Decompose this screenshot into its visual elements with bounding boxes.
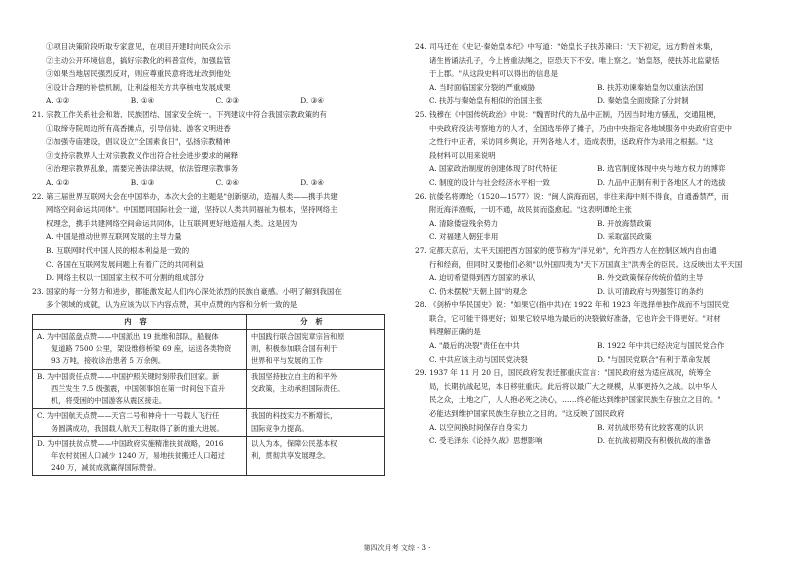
q28-stem: 28. 《剑桥中华民国史》说："如果它(指中共)在 1922 年和 1923 年选择单独作战而不与国民党: [415, 300, 730, 310]
q27-option-d: D. 认可清政府与列强签订的条约: [597, 286, 704, 296]
question-21: [32, 108, 385, 190]
q24-stem: 于上郡。"从这段史料可以得出的信息是: [429, 69, 559, 79]
q21-option-d: D. ③④: [300, 177, 324, 187]
q26-option-b: B. 开放海禁政策: [597, 218, 652, 228]
table-cell-analysis: [247, 369, 385, 409]
cell-line: 我国坚持独立自主的和平外: [251, 371, 338, 381]
table-cell-content: [33, 369, 247, 409]
q24-options: [415, 94, 765, 108]
q25-options: [415, 176, 765, 190]
q25-option-d: D. 九品中正制有利于各地区人才的选拔: [597, 177, 726, 187]
q22-stem: 网络空间命运共同体"。中国愿同国际社会一道，坚持以人类共同福祉为根本，坚持网络主: [46, 205, 338, 215]
q25-stem: 段材料可以用来说明: [429, 150, 496, 160]
q27-stem: 行和经商，但同时又要他们必须"以外国四夷为"天下万国真主"洪秀全的臣民。这反映出太平天国: [429, 259, 743, 269]
q23-stem: 多个领域的成就，认为应该为以下内容点赞，其中点赞的内容和分析一致的是: [46, 300, 298, 310]
cell-line: 利，贯彻共享发展理念。: [251, 450, 331, 460]
q21-option-c: C. ②④: [215, 177, 239, 187]
q25-stem: 之性行中正者，采访同乡舆论，开列各地人才，造成表册，送政府作为录用之根据。"这: [429, 137, 714, 147]
q24-option-c: C. 扶苏与秦始皇有相似的治国主张: [429, 96, 543, 106]
q25-stem: 中央政府没法考察地方的人才，全国选举停了摊子，乃由中央指定各地域服务中央政府官吏中: [429, 123, 733, 133]
q26-option-a: A. 清除倭寇残余势力: [429, 218, 499, 228]
q24-option-a: A. 当时面临国家分裂的严重威胁: [429, 82, 536, 92]
q21-statement: ②加强寺庙建设，倡议设立"全国素食日"，弘扬宗教精神: [46, 137, 231, 147]
q28-stem: 料理解正确的是: [429, 327, 481, 337]
q21-statement: ①取缔寺院周边所有高香摊点，引导信徒、游客文明进香: [46, 123, 231, 133]
question-26: [415, 190, 765, 244]
cell-line: 务圆满成功，我国载人航天工程取得了新的重大进展。: [51, 423, 224, 433]
cell-line: 复道路 7500 公里，架设维修桥梁 69 座，运送各类物资: [51, 344, 232, 354]
table-row: [33, 409, 385, 436]
q29-stem: 民之众，土地之广，人人抱必死之决心，……终必能达到维护国家民族生存独立之目的。": [429, 395, 721, 405]
q27-option-c: C. 仍未摆脱"天朝上国"的观念: [429, 286, 528, 296]
left-column: [32, 40, 385, 476]
q24-stem: 诸生皆诵法孔子，今上皆重法绳之，臣恐天下不安。唯上察之。'始皇怒，使扶苏北监蒙恬: [429, 55, 720, 65]
cell-line: 西兰发生 7.5 级强震，中国领事馆在第一时间包下直升: [51, 383, 226, 393]
question-23: [32, 285, 385, 477]
q24-stem: 24. 司马迁在《史记·秦始皇本纪》中写道："始皇长子扶苏谏曰：'天下初定，远方黔首未集，: [415, 42, 718, 51]
q26-option-d: D. 采取富民政策: [597, 232, 652, 242]
q29-option-b: B. 对抗战形势有比较客观的认识: [597, 422, 704, 432]
cell-line: 交政策，主动承担国际责任。: [251, 383, 345, 393]
q20-continuation: [32, 40, 385, 108]
table-row: [33, 369, 385, 409]
q25-options: [415, 162, 765, 176]
q29-options: [415, 421, 765, 435]
q26-stem: 附近海洋渔贩，一切不通，故民贫而盗愈起。"这表明谭纶主张: [429, 205, 632, 215]
q22-option-a: A. 中国是推动世界互联网发展的主导力量: [46, 232, 182, 242]
q25-stem: 25. 钱穆在《中国传统政治》中说："魏晋时代的九品中正制，乃因当时地方骚乱，交通阻梗，: [415, 109, 721, 119]
q22-option-b: B. 互联网时代中国人民的根本利益是一致的: [46, 245, 190, 255]
q26-options: [415, 217, 765, 231]
question-28: [415, 298, 765, 366]
q27-options: [415, 271, 765, 285]
q20-option-d: D. ③④: [300, 96, 324, 106]
table-cell-analysis: [247, 330, 385, 370]
q29-stem: 局，长期抗战起见，本日移驻重庆。此后将以最广大之规模，从事更持久之战。以中华人: [429, 381, 718, 391]
q28-option-d: D. "与国民党联合"有利于革命发展: [597, 354, 711, 364]
table-row: [33, 330, 385, 370]
q21-stem: 21. 宗教工作关系社会和谐、民族团结、国家安全统一。下列建议中符合我国宗教政策的有: [32, 109, 327, 119]
q22-stem: 权理念，携手共建网络空间命运共同体，让互联网更好地造福人类。这是因为: [46, 218, 298, 228]
cell-line: 国际竞争力提高。: [251, 423, 309, 433]
table-cell-content: [33, 330, 247, 370]
page-footer: 第四次月考 文综 · 3 ·: [363, 544, 431, 552]
q28-options: [415, 353, 765, 367]
cell-line: 93 万吨，接收诊治患者 5 万余例。: [51, 356, 166, 366]
q24-option-b: B. 扶苏劝谏秦始皇勿以重法治国: [597, 82, 704, 92]
cell-line: 中国践行联合国宪章宗旨和原: [251, 332, 345, 342]
q27-option-b: B. 外交政策保存传统价值的主导: [597, 273, 704, 283]
question-24: [415, 40, 765, 108]
q21-statement: ④治理宗教界乱象，需要完善法律法规，依法管理宗教事务: [46, 164, 239, 174]
table-header-analysis: 分析: [247, 314, 385, 329]
table-cell-content: [33, 409, 247, 436]
q27-options: [415, 285, 765, 299]
q26-option-c: C. 对福建人朝狂非用: [429, 232, 499, 242]
q22-option-d: D. 网络主权以一国国家主权不可分割的组成部分: [46, 273, 205, 283]
cell-line: B. 为中国责任点赞——中国护照关键时刻带我们回家。新: [37, 371, 220, 381]
q27-stem: 27. 定都天京后，太平天国把西方国家的使节称为"洋兄弟"，允许西方人在控制区域内自由通: [415, 245, 717, 255]
right-column: [415, 40, 765, 448]
question-22: [32, 190, 385, 285]
q29-option-d: D. 在抗战初期没有积极抗战的准备: [597, 436, 711, 446]
q20-statement: ①项目决策阶段听取专家意见，在项目开建时向民众公示: [46, 42, 231, 51]
q20-statement: ④设计合理的补偿机制，让利益相关方共享核电发展成果: [46, 82, 231, 92]
table-row: [33, 436, 385, 476]
cell-line: 世界和平与发展的工作: [251, 356, 323, 366]
cell-line: 则，积极参加联合国有利于: [251, 344, 338, 354]
q25-option-b: B. 选官制度体现中央与地方权力的博弈: [597, 164, 726, 174]
q21-option-b: B. ①③: [130, 177, 155, 187]
q20-option-c: C. ②③: [215, 96, 239, 106]
q21-option-a: A. ①②: [46, 177, 70, 187]
q20-options: [32, 94, 385, 108]
q26-options: [415, 230, 765, 244]
cell-line: 240 万，减贫成就赢得国际赞誉。: [51, 463, 161, 473]
table-header-content: 内容: [33, 314, 247, 329]
q22-option-c: C. 各国在互联网发展问题上有着广泛的共同利益: [46, 259, 204, 269]
q20-statement: ②主动公开环境信息，搞好宗教化的科普宣传，加强监管: [46, 55, 231, 65]
q29-option-c: C. 受毛泽东《论持久战》思想影响: [429, 436, 543, 446]
q23-stem: 23. 国家的每一分努力和进步，都能激发起人们内心深处浓烈的民族自豪感。小明了解到我国在: [32, 286, 342, 296]
cell-line: D. 为中国扶贫点赞——中国政府实施精准扶贫战略，2016: [37, 438, 224, 448]
table-cell-content: [33, 436, 247, 476]
cell-line: C. 为中国航天点赞——天宫二号和神舟十一号载人飞行任: [37, 411, 220, 421]
table-cell-analysis: [247, 436, 385, 476]
cell-line: 年农村贫困人口减少 1240 万，易地扶贫搬迁人口超过: [51, 450, 225, 460]
q27-option-a: A. 迫切希望得到西方国家的承认: [429, 273, 536, 283]
q24-options: [415, 81, 765, 95]
q21-options: [32, 176, 385, 190]
cell-line: A. 为中国蓝盘点赞——中国派出 19 批维和部队，船舰体: [37, 332, 219, 342]
q26-stem: 26. 抗倭名将谭纶（1520—1577）说："闽人滨海而居，非往来海中则不得食，自通番禁严，而: [415, 191, 729, 201]
q21-statement: ③支持宗教界人士对宗教教义作出符合社会进步要求的阐释: [46, 150, 239, 160]
q29-stem: 29. 1937 年 11 月 20 日，国民政府发表迁都重庆宣言："国民政府兹为适应战况，统筹全: [415, 368, 711, 378]
q28-options: [415, 339, 765, 353]
q29-options: [415, 434, 765, 448]
q22-stem: 22. 第三届世界互联网大会在中国举办，本次大会的主题是"创新驱动，造福人类——携手共建: [32, 191, 338, 201]
cell-line: 机，将受困的中国游客从震区接走。: [51, 396, 167, 406]
q23-table: [32, 314, 385, 476]
question-29: [415, 366, 765, 448]
q20-option-b: B. ①④: [130, 96, 155, 106]
q25-option-a: A. 国家政治制度的创建体现了时代特征: [429, 164, 558, 174]
table-cell-analysis: [247, 409, 385, 436]
q20-statement: ③如果当地居民强烈反对，则应尊重民意将选址改到他处: [46, 69, 231, 79]
q28-option-a: A. "最后的决裂"责任在中共: [429, 341, 520, 351]
q29-option-a: A. 以空间换时间保存自身实力: [429, 422, 528, 432]
cell-line: 我国的科技实力不断增长，: [251, 411, 338, 421]
q28-option-b: B. 1922 年中共已经决定与国民党合作: [597, 341, 725, 351]
question-27: [415, 244, 765, 298]
cell-line: 以人为本，保障公民基本权: [251, 438, 338, 448]
q28-stem: 联合，它可能干得更好；如果它较早地为最后的决裂做好准备，它也许会干得更好。"对材: [429, 313, 721, 323]
q25-option-c: C. 制度的设计与社会经济水平相一致: [429, 177, 550, 187]
q24-option-d: D. 秦始皇全面废除了分封制: [597, 96, 689, 106]
q20-option-a: A. ①②: [46, 96, 70, 106]
q28-option-c: C. 中共应该主动与国民党决裂: [429, 354, 528, 364]
q29-stem: 必能达到维护国家民族生存独立之目的。"这反映了国民政府: [429, 409, 625, 419]
question-25: [415, 108, 765, 190]
